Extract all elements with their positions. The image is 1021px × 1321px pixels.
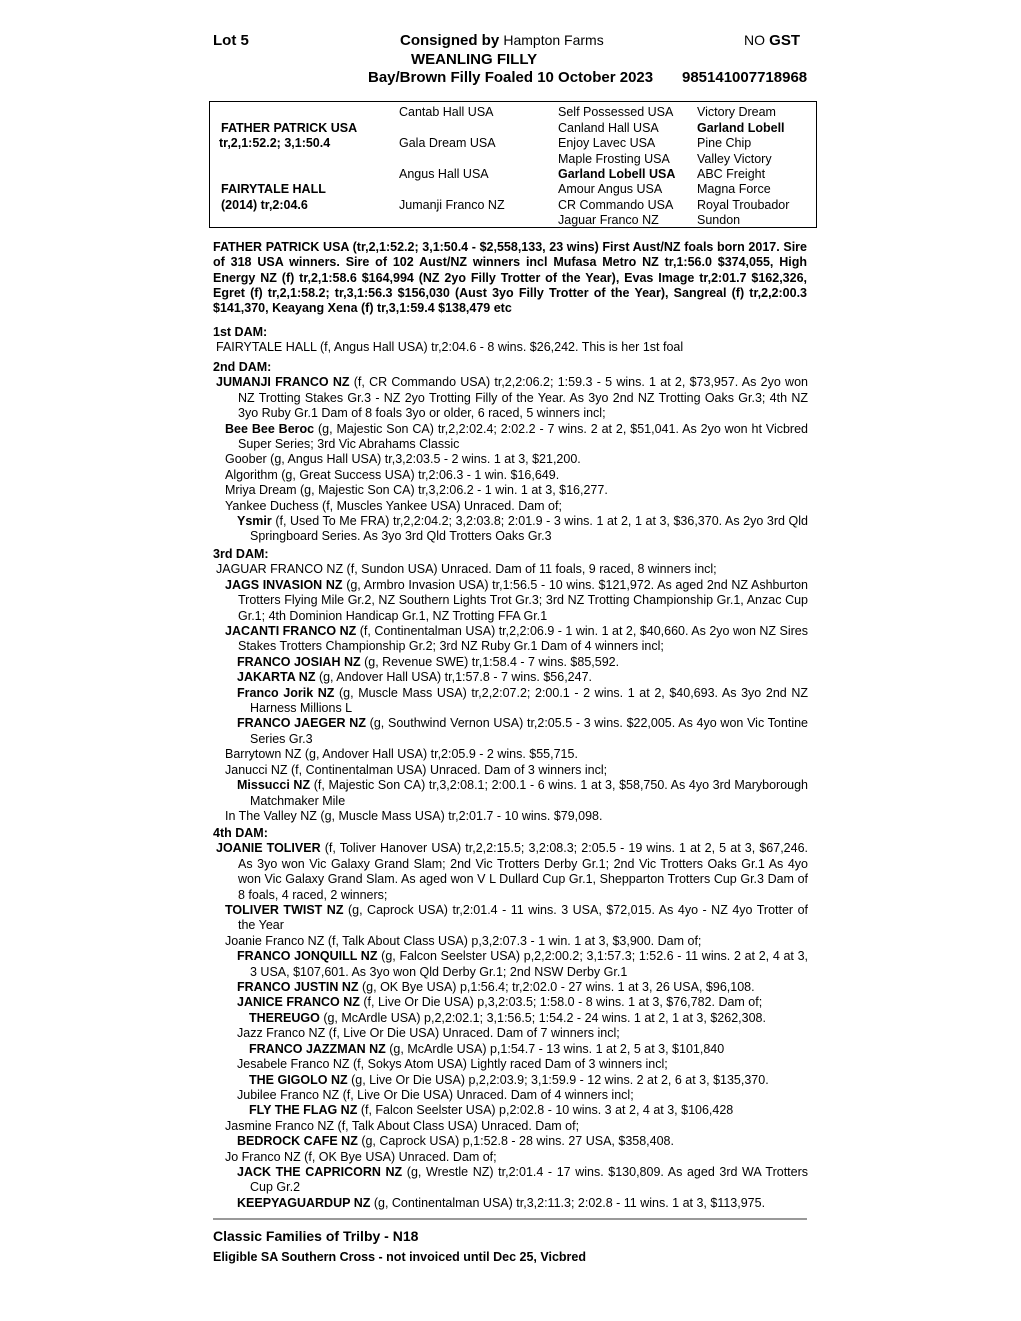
dam-entry [213, 340, 808, 355]
pedigree-gen4-entry: Royal Troubador [697, 198, 790, 212]
pedigree-gen3-entry: Enjoy Lavec USA [558, 136, 656, 150]
progeny-name: TOLIVER TWIST NZ [225, 903, 344, 918]
progeny-name: JACANTI FRANCO NZ [225, 624, 357, 639]
family-line: Classic Families of Trilby - N18 [213, 1228, 419, 1244]
progeny-name: FRANCO JONQUILL NZ [237, 949, 378, 964]
footer-divider [213, 1218, 807, 1220]
progeny-entry [213, 763, 808, 778]
progeny-text: (g, Muscle Mass USA) tr,2,2:07.2; 2:00.1 - 2 wins. 1 at 2, $40,693. As 3yo 2nd NZ Harness Millions L [250, 685, 808, 716]
progeny-text: In The Valley NZ (g, Muscle Mass USA) tr,2:01.7 - 10 wins. $79,098. [225, 808, 603, 823]
pedigree-sire-record: tr,2,1:52.2; 3,1:50.4 [219, 136, 331, 150]
progeny-name: JANICE FRANCO NZ [237, 995, 360, 1010]
dam-entry-text: (f, CR Commando USA) tr,2,2:06.2; 1:59.3 - 5 wins. 1 at 2, $73,957. As 2yo won NZ Trotting Stakes Gr.3 - NZ 2yo Trotting Filly of the Year. As 3yo 2nd NZ Trotting Oaks Gr.3; 4th NZ 3yo Ruby Gr.1 Dam of 8 foals 3yo or older, 6 raced, 5 winners incl; [238, 375, 808, 421]
progeny-entry [213, 1134, 808, 1149]
second-dam-title: 2nd DAM: [213, 360, 272, 374]
progeny-entry [213, 468, 808, 483]
progeny-text: (f, Falcon Seelster USA) p,2:02.8 - 10 wins. 3 at 2, 4 at 3, $106,428 [357, 1103, 734, 1118]
progeny-name: FLY THE FLAG NZ [249, 1103, 358, 1118]
dam-entry [213, 841, 808, 903]
pedigree-gen3-entry: Maple Frosting USA [558, 152, 670, 166]
pedigree-gen3-entry: Canland Hall USA [558, 121, 659, 135]
lot-number: Lot 5 [213, 32, 249, 49]
progeny-name: BEDROCK CAFE NZ [237, 1134, 358, 1149]
progeny-name: FRANCO JAEGER NZ [237, 716, 366, 731]
pedigree-gen3-entry: Amour Angus USA [558, 182, 663, 196]
pedigree-gen4-entry: Pine Chip [697, 136, 752, 150]
progeny-text: Barrytown NZ (g, Andover Hall USA) tr,2:05.9 - 2 wins. $55,715. [225, 747, 578, 762]
horse-description: Bay/Brown Filly Foaled 10 October 2023 [368, 69, 654, 86]
progeny-entry [213, 778, 808, 809]
progeny-text: (g, OK Bye USA) p,1:56.4; tr,2:02.0 - 27 wins. 1 at 3, 26 USA, $96,108. [358, 980, 755, 995]
first-dam-title: 1st DAM: [213, 325, 268, 339]
gst-code: GST [769, 32, 801, 49]
fourth-dam-title: 4th DAM: [213, 826, 268, 840]
progeny-name: FRANCO JUSTIN NZ [237, 980, 359, 995]
progeny-text: (f, Continentalman USA) tr,2,2:06.9 - 1 win. 1 at 2, $40,660. As 2yo won NZ Sires Stakes Trotters Championship Gr.2; 3rd NZ Ruby Gr.1 Dam of 4 winners incl; [238, 624, 808, 654]
gst-status [744, 32, 800, 49]
progeny-text: Jazz Franco NZ (f, Live Or Die USA) Unraced. Dam of 7 winners incl; [237, 1026, 620, 1041]
progeny-text: (g, McArdle USA) p,1:54.7 - 13 wins. 1 at 2, 5 at 3, $101,840 [385, 1041, 725, 1056]
consignor-name: Hampton Farms [503, 32, 604, 48]
consigned-label: Consigned by [400, 32, 500, 49]
progeny-entry [213, 514, 808, 545]
progeny-name: JAKARTA NZ [237, 670, 316, 685]
pedigree-gen4-entry: Valley Victory [697, 152, 772, 166]
progeny-text: (g, Falcon Seelster USA) p,2,2:00.2; 3,1:57.3; 1:52.6 - 11 wins. 2 at 2, 4 at 3, 3 USA, $107,601. As 3yo won Qld Derby Gr.1; 2nd NSW Derby Gr.1 [250, 949, 809, 979]
microchip-number: 985141007718968 [682, 69, 808, 86]
sale-type: WEANLING FILLY [411, 51, 538, 68]
progeny-text: (g, Wrestle NZ) tr,2:01.4 - 17 wins. $130,809. As aged 3rd WA Trotters Cup Gr.2 [250, 1164, 809, 1195]
first-dam-section [213, 325, 808, 356]
progeny-entry [213, 655, 808, 670]
progeny-entry [213, 1073, 808, 1088]
eligibility-line: Eligible SA Southern Cross - not invoiced until Dec 25, Vicbred [213, 1250, 586, 1264]
progeny-text: Jo Franco NZ (f, OK Bye USA) Unraced. Dam of; [225, 1149, 497, 1164]
pedigree-gen3-entry: CR Commando USA [558, 198, 674, 212]
progeny-entry [213, 1103, 808, 1118]
progeny-entry [213, 934, 808, 949]
dam-entry-name: JOANIE TOLIVER [216, 841, 321, 856]
pedigree-gen4-entry: Victory Dream [697, 105, 776, 119]
progeny-name: FRANCO JAZZMAN NZ [249, 1041, 386, 1056]
progeny-text: Goober (g, Angus Hall USA) tr,3,2:03.5 - 2 wins. 1 at 3, $21,200. [225, 452, 581, 467]
progeny-text: Mriya Dream (g, Majestic Son CA) tr,3,2:06.2 - 1 win. 1 at 3, $16,277. [225, 483, 608, 498]
pedigree-dam-record: (2014) tr,2:04.6 [221, 198, 308, 212]
progeny-text: Joanie Franco NZ (f, Talk About Class USA) p,3,2:07.3 - 1 win. 1 at 3, $3,900. Dam of; [225, 933, 702, 948]
pedigree-gen2-entry: Cantab Hall USA [399, 105, 494, 119]
progeny-entry [213, 452, 808, 467]
pedigree-gen3-entry: Self Possessed USA [558, 105, 674, 119]
progeny-text: (g, Armbro Invasion USA) tr,1:56.5 - 10 wins. $121,972. As aged 2nd NZ Ashburton Trotters Flying Mile Gr.2, NZ Southern Lights Trot Gr.3; 3rd NZ Trotting Championship Gr.1, Anzac Cup Gr.1; 4th Dominion Handicap Gr.1, NZ Trotting FFA Gr.1 [238, 577, 808, 623]
progeny-entry [213, 483, 808, 498]
pedigree-gen4-entry: Garland Lobell [697, 121, 785, 135]
progeny-text: (g, Andover Hall USA) tr,1:57.8 - 7 wins. $56,247. [315, 670, 593, 685]
progeny-text: (f, Live Or Die USA) p,3,2:03.5; 1:58.0 - 8 wins. 1 at 3, $76,782. Dam of; [359, 995, 763, 1010]
progeny-entry [213, 980, 808, 995]
progeny-entry [213, 995, 808, 1010]
progeny-name: THEREUGO [249, 1010, 320, 1025]
progeny-entry [213, 1026, 808, 1041]
dam-entry [213, 375, 808, 421]
pedigree-dam: FAIRYTALE HALL [221, 182, 326, 196]
progeny-entry [213, 578, 808, 624]
progeny-entry [213, 903, 808, 934]
pedigree-gen2-entry: Jumanji Franco NZ [399, 198, 505, 212]
pedigree-sire: FATHER PATRICK USA [221, 121, 358, 135]
dam-entry [213, 562, 808, 577]
progeny-entry [213, 716, 808, 747]
progeny-name: THE GIGOLO NZ [249, 1072, 348, 1087]
progeny-entry [213, 1150, 808, 1165]
progeny-text: (g, Caprock USA) p,1:52.8 - 28 wins. 27 USA, $358,408. [357, 1134, 674, 1149]
pedigree-gen4-entry: ABC Freight [697, 167, 766, 181]
gst-no-label: NO [744, 32, 765, 48]
pedigree-gen3-entry: Garland Lobell USA [558, 167, 676, 181]
progeny-text: (g, Live Or Die USA) p,2,2:03.9; 3,1:59.9 - 12 wins. 2 at 2, 6 at 3, $135,370. [347, 1072, 769, 1087]
dam-entry-text: JAGUAR FRANCO NZ (f, Sundon USA) Unraced. Dam of 11 foals, 9 raced, 8 winners incl; [216, 562, 717, 577]
pedigree-gen4-entry: Sundon [697, 213, 741, 227]
progeny-entry [213, 499, 808, 514]
progeny-entry [213, 1042, 808, 1057]
progeny-text: Algorithm (g, Great Success USA) tr,2:06.3 - 1 win. $16,649. [225, 467, 560, 482]
pedigree-gen3-entry: Jaguar Franco NZ [558, 213, 659, 227]
dam-entry-name: JUMANJI FRANCO NZ [216, 375, 350, 390]
progeny-text: Jesabele Franco NZ (f, Sokys Atom USA) Lightly raced Dam of 3 winners incl; [237, 1057, 668, 1072]
consignor-line [400, 32, 604, 49]
progeny-text: (f, Used To Me FRA) tr,2,2:04.2; 3,2:03.8; 2:01.9 - 3 wins. 1 at 2, 1 at 3, $36,370. As 2yo 3rd Qld Springboard Series. As 3yo 3rd Qld Trotters Oaks Gr.3 [250, 514, 808, 544]
progeny-entry [213, 670, 808, 685]
sire-summary: FATHER PATRICK USA (tr,2,1:52.2; 3,1:50.4 - $2,558,133, 23 wins) First Aust/NZ foals born 2017. Sire of 318 USA winners. Sire of 102 Aust/NZ winners incl Mufasa Metro NZ tr,1:56.0 $374,055, High Energy NZ (f) tr,2,1:58.6 $164,994 (NZ 2yo Filly Trotter of the Year), Evas Image tr,2:01.7 $162,326, Egret (f) tr,2,1:58.2; tr,3,1:56.3 $156,030 (Aust 3yo Filly Trotter of the Year), Sangreal (f) tr,2,2:00.3 $141,370, Keayang Xena (f) tr,3,1:59.4 $138,479 etc [213, 240, 807, 316]
progeny-entry [213, 422, 808, 453]
third-dam-title: 3rd DAM: [213, 547, 269, 561]
progeny-name: Franco Jorik NZ [237, 685, 335, 700]
progeny-text: Jubilee Franco NZ (f, Live Or Die USA) Unraced. Dam of 4 winners incl; [237, 1087, 634, 1102]
progeny-text: (g, Caprock USA) tr,2:01.4 - 11 wins. 3 USA, $72,015. As 4yo - NZ 4yo Trotter of the Year [238, 903, 809, 933]
progeny-name: FRANCO JOSIAH NZ [237, 654, 361, 669]
progeny-entry [213, 1165, 808, 1196]
dam-entry-text: FAIRYTALE HALL (f, Angus Hall USA) tr,2:04.6 - 8 wins. $26,242. This is her 1st foal [216, 340, 684, 355]
progeny-entry [213, 949, 808, 980]
progeny-name: KEEPYAGUARDUP NZ [237, 1195, 371, 1210]
progeny-entry [213, 686, 808, 717]
progeny-name: Bee Bee Beroc [225, 421, 315, 436]
progeny-text: (g, McArdle USA) p,2,2:02.1; 3,1:56.5; 1:54.2 - 24 wins. 1 at 2, 1 at 3, $262,308. [319, 1010, 766, 1025]
pedigree-gen2-entry: Angus Hall USA [399, 167, 489, 181]
progeny-name: JAGS INVASION NZ [225, 577, 343, 592]
progeny-entry [213, 1057, 808, 1072]
progeny-text: Janucci NZ (f, Continentalman USA) Unraced. Dam of 3 winners incl; [225, 762, 608, 777]
progeny-text: (g, Continentalman USA) tr,3,2:11.3; 2:02.8 - 11 wins. 1 at 3, $113,975. [370, 1195, 766, 1210]
progeny-entry [213, 1119, 808, 1134]
progeny-text: (g, Revenue SWE) tr,1:58.4 - 7 wins. $85,592. [360, 654, 620, 669]
second-dam-section [213, 360, 808, 545]
progeny-text: Yankee Duchess (f, Muscles Yankee USA) Unraced. Dam of; [225, 498, 562, 513]
pedigree-gen4-entry: Magna Force [697, 182, 771, 196]
progeny-text: (g, Majestic Son CA) tr,2,2:02.4; 2:02.2 - 7 wins. 2 at 2, $51,041. As 2yo won ht Vicbred Super Series; 3rd Vic Abrahams Classic [238, 421, 808, 452]
progeny-entry [213, 1196, 808, 1211]
third-dam-section [213, 547, 808, 824]
progeny-entry [213, 1011, 808, 1026]
progeny-entry [213, 809, 808, 824]
progeny-entry [213, 624, 808, 655]
progeny-entry [213, 747, 808, 762]
progeny-name: JACK THE CAPRICORN NZ [237, 1164, 403, 1179]
progeny-text: (f, Majestic Son CA) tr,3,2:08.1; 2:00.1 - 6 wins. 1 at 3, $58,750. As 4yo 3rd Maryborough Matchmaker Mile [250, 778, 809, 808]
fourth-dam-section [213, 826, 808, 1211]
progeny-name: Missucci NZ [237, 778, 311, 793]
progeny-text: Jasmine Franco NZ (f, Talk About Class USA) Unraced. Dam of; [225, 1118, 580, 1133]
dam-entry-text: (f, Toliver Hanover USA) tr,2,2:15.5; 3,2:08.3; 2:05.5 - 19 wins. 1 at 2, 5 at 3, $67,246. As 3yo won Vic Galaxy Grand Slam; 2nd Vic Trotters Derby Gr.1; 2nd Vic Trotters Oaks Gr.1 As 4yo won Vic Galaxy Grand Slam. As aged won V L Dullard Cup Gr.1, Shepparton Trotters Cup Gr.3 Dam of 8 foals, 4 raced, 2 winners; [238, 841, 808, 902]
pedigree-gen2-entry: Gala Dream USA [399, 136, 496, 150]
progeny-text: (g, Southwind Vernon USA) tr,2:05.5 - 3 wins. $22,005. As 4yo won Vic Tontine Series Gr.3 [250, 716, 808, 746]
progeny-name: Ysmir [237, 514, 272, 529]
progeny-entry [213, 1088, 808, 1103]
